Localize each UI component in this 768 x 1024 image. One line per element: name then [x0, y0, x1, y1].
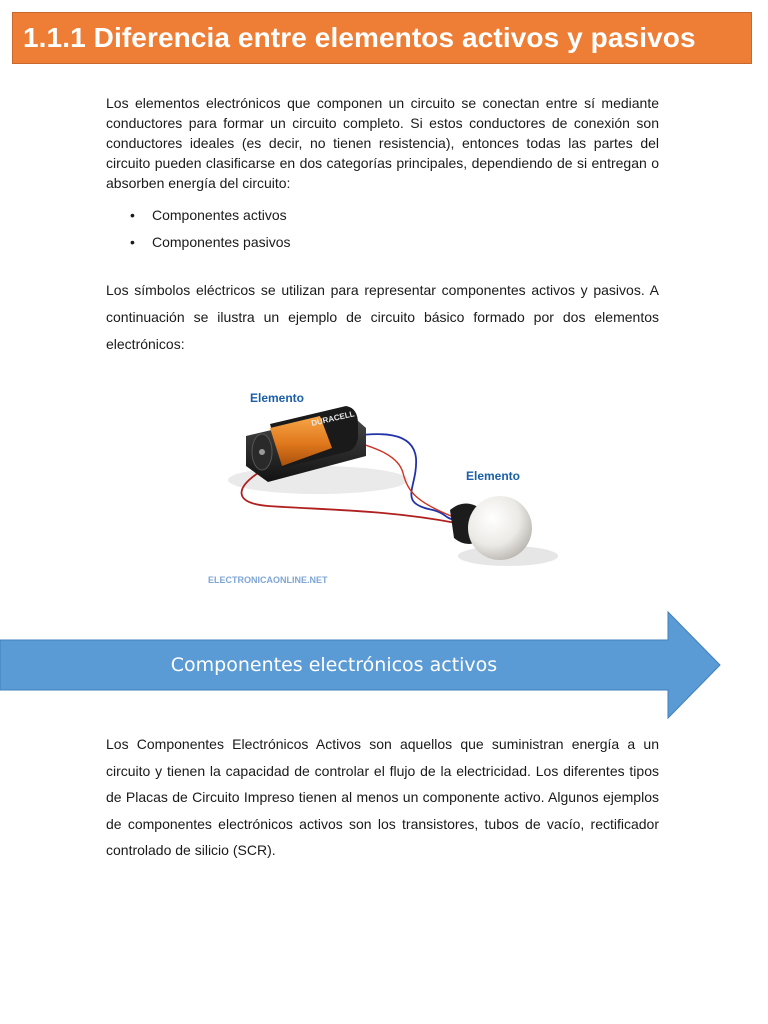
bulb-label: Elemento — [466, 469, 521, 483]
list-item — [106, 203, 291, 230]
watermark: ELECTRONICAONLINE.NET — [208, 575, 328, 585]
symbols-paragraph: Los símbolos eléctricos se utilizan para representar componentes activos y pasivos. A continuación se ilustra un ejemplo de circuito básico formado por dos elementos electrónicos: — [106, 282, 659, 352]
section-title-bar — [12, 12, 752, 64]
circuit-illustration — [208, 378, 554, 590]
bullet-icon: • — [130, 234, 135, 250]
category-list — [106, 203, 291, 257]
list-item — [106, 230, 291, 257]
battery-brand: DURACELL — [310, 409, 356, 428]
holder-terminal — [259, 449, 265, 455]
bullet-icon: • — [130, 207, 135, 223]
list-item-label: Componentes pasivos — [152, 234, 291, 250]
list-item-label: Componentes activos — [152, 207, 287, 223]
section-heading: Componentes electrónicos activos — [170, 654, 498, 676]
light-bulb — [468, 496, 532, 560]
page-title: 1.1.1 Diferencia entre elementos activos y pasivos — [23, 22, 696, 53]
battery-label: Elemento — [250, 391, 305, 405]
active-components-paragraph: Los Componentes Electrónicos Activos son aquellos que suministran energía a un circuito y tienen la capacidad de controlar el flujo de la electricidad. Los diferentes tipos de Placas de Circuito Impreso tienen al menos un componente activo. Algunos ejemplos de componentes electrónicos activos son los transistores, tubos de vacío, rectificador controlado de silicio (SCR). — [106, 736, 659, 858]
intro-paragraph: Los elementos electrónicos que componen un circuito se conectan entre sí mediante conductores para formar un circuito completo. Si estos conductores de conexión son conductores ideales (es decir, no tienen resistencia), entonces todas las partes del circuito pueden clasificarse en dos categorías principales, dependiendo de si entregan o absorben energía del circuito: — [106, 95, 659, 191]
